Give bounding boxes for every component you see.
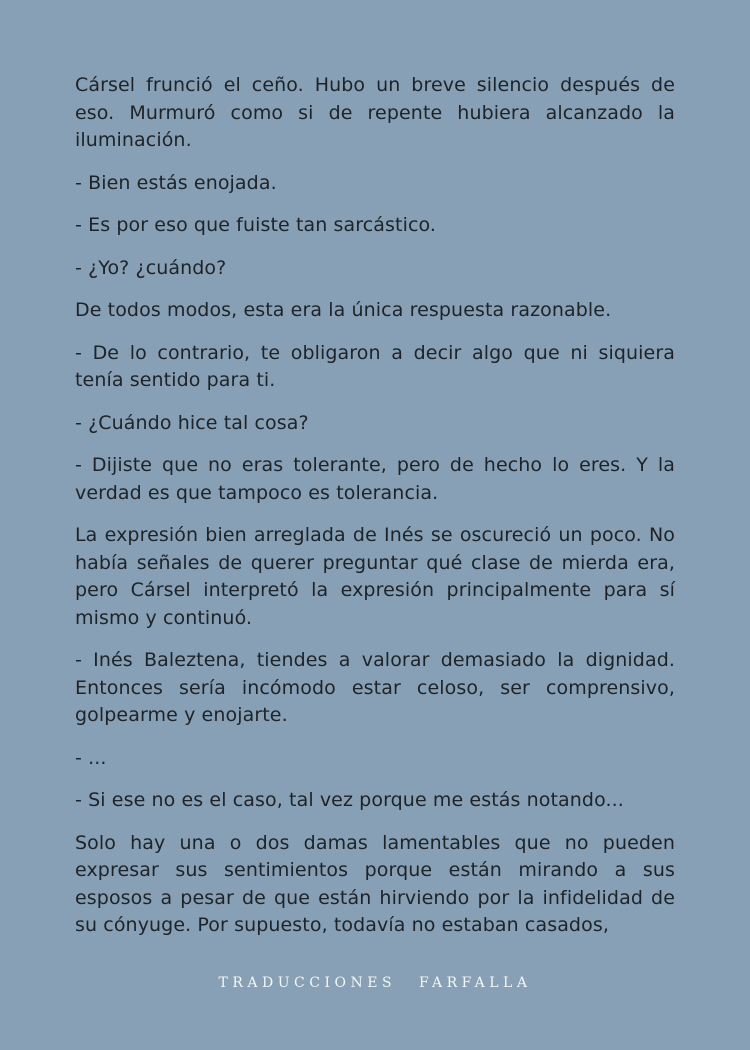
dialogue-line: - Si ese no es el caso, tal vez porque me estás notando... [75, 789, 624, 811]
dialogue-line: - ... [75, 746, 107, 769]
dialogue-line: - ¿Cuándo hice tal cosa? [75, 411, 309, 434]
paragraph: Cársel frunció el ceño. Hubo un breve silencio después de eso. Murmuró como si de repente hubiera alcanzado la iluminación. [75, 74, 675, 151]
dialogue-line: - Inés Baleztena, tiendes a valorar demasiado la dignidad. Entonces sería incómodo estar celoso, ser comprensivo, golpearme y enojarte. [75, 649, 675, 726]
dialogue-line: - ¿Yo? ¿cuándo? [75, 256, 227, 279]
paragraph: De todos modos, esta era la única respuesta razonable. [75, 299, 612, 321]
dialogue-line: - Es por eso que fuiste tan sarcástico. [75, 214, 437, 236]
dialogue-line: - Dijiste que no eras tolerante, pero de hecho lo eres. Y la verdad es que tampoco es tolerancia. [75, 454, 675, 504]
page-body [75, 72, 675, 955]
paragraph: La expresión bien arreglada de Inés se oscureció un poco. No había señales de querer preguntar qué clase de mierda era, pero Cársel interpretó la expresión principalmente para sí mismo y continuó. [75, 524, 675, 629]
page-footer: TRADUCCIONES FARFALLA [218, 975, 532, 991]
dialogue-line: - De lo contrario, te obligaron a decir algo que ni siquiera tenía sentido para ti. [75, 341, 675, 391]
dialogue-line: - Bien estás enojada. [75, 171, 277, 194]
paragraph: Solo hay una o dos damas lamentables que no pueden expresar sus sentimientos porque están mirando a sus esposos a pesar de que están hirviendo por la infidelidad de su cónyuge. Por supuesto, todavía no estaban casados, [75, 831, 675, 936]
